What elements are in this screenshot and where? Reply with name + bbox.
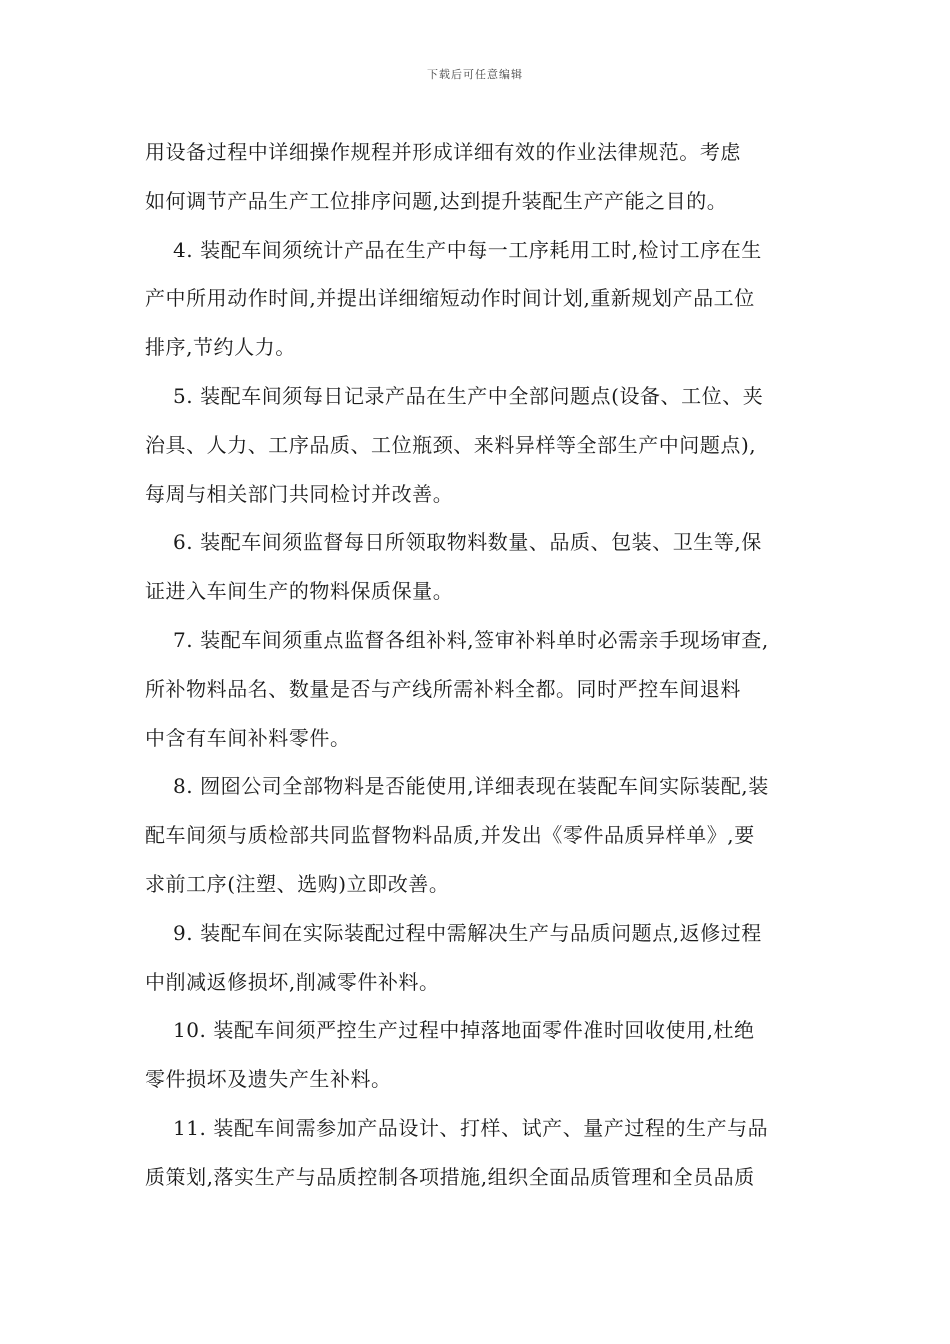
paragraph-start-line: 10. 装配车间须严控生产过程中掉落地面零件准时回收使用,杜绝 [173,1018,755,1043]
paragraph-line: 用设备过程中详细操作规程并形成详细有效的作业法律规范。考虑 [145,140,741,164]
paragraph-line: 配车间须与质检部共同监督物料品质,并发出《零件品质异样单》,要 [145,823,755,848]
paragraph-start-line: 4. 装配车间须统计产品在生产中每一工序耗用工时,检讨工序在生 [173,237,762,262]
paragraph-start-line: 9. 装配车间在实际装配过程中需解决生产与品质问题点,返修过程 [173,920,762,945]
paragraph-line: 证进入车间生产的物料保质保量。 [145,579,454,604]
paragraph-start-line: 7. 装配车间须重点监督各组补料,签审补料单时必需亲手现场审查, [173,627,769,652]
paragraph-start-line: 11. 装配车间需参加产品设计、打样、试产、量产过程的生产与品 [173,1115,769,1140]
paragraph-start-line: 8. 囫囵公司全部物料是否能使用,详细表现在装配车间实际装配,装 [173,774,769,799]
paragraph-line: 中削减返修损坏,削减零件补料。 [145,969,440,994]
paragraph-start-line: 6. 装配车间须监督每日所领取物料数量、品质、包装、卫生等,保 [173,530,762,555]
document-body [145,128,807,1202]
paragraph-line: 求前工序(注塑、选购)立即改善。 [145,871,450,896]
page-header: 下载后可任意编辑 [427,68,523,81]
paragraph-line: 每周与相关部门共同检讨并改善。 [145,481,454,506]
paragraph-line: 中含有车间补料零件。 [145,725,351,750]
paragraph-line: 零件损坏及遗失产生补料。 [145,1067,392,1092]
paragraph-start-line: 5. 装配车间须每日记录产品在生产中全部问题点(设备、工位、夹 [173,383,764,408]
paragraph-line: 产中所用动作时间,并提出详细缩短动作时间计划,重新规划产品工位 [145,286,755,311]
paragraph-line: 质策划,落实生产与品质控制各项措施,组织全面品质管理和全员品质 [145,1164,755,1189]
paragraph-line: 如何调节产品生产工位排序问题,达到提升装配生产产能之目的。 [145,188,728,213]
paragraph-line: 所补物料品名、数量是否与产线所需补料全都。同时严控车间退料 [145,676,741,701]
paragraph-line: 治具、人力、工序品质、工位瓶颈、来料异样等全部生产中问题点), [145,432,757,457]
paragraph-line: 排序,节约人力。 [145,335,296,360]
